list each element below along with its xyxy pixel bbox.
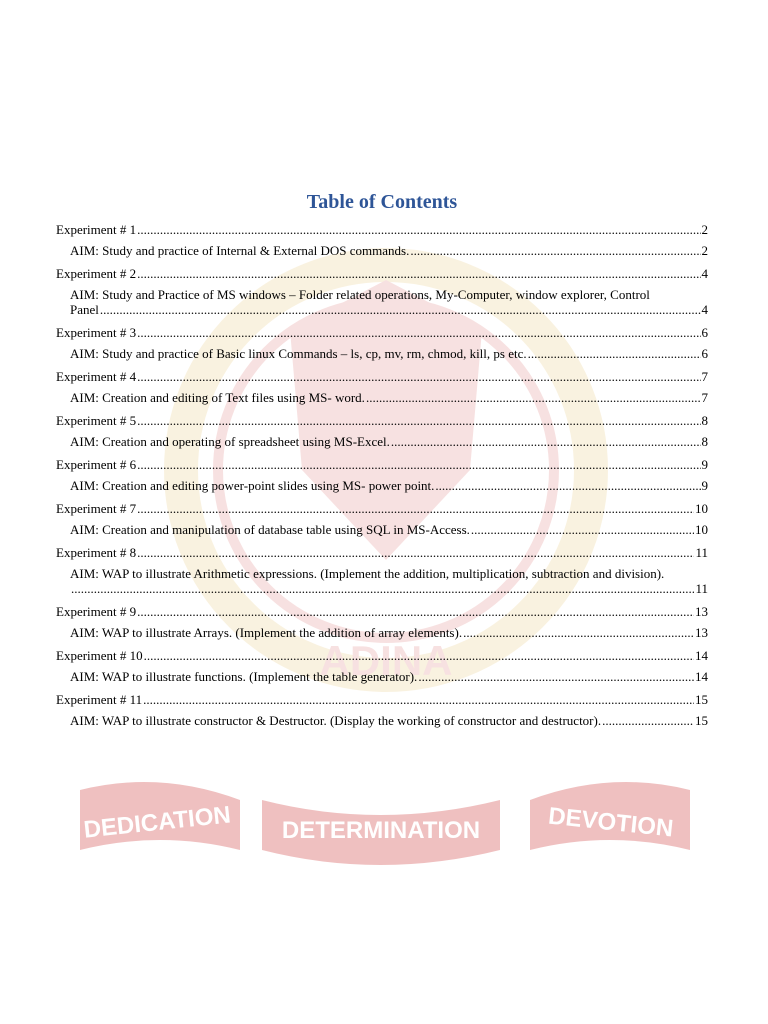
- toc-entry-text: Experiment # 7: [56, 501, 137, 516]
- toc-dot-leader: [137, 545, 694, 560]
- toc-entry-text: AIM: Creation and operating of spreadsheet using MS-Excel.: [70, 434, 390, 449]
- toc-entry-text: AIM: WAP to illustrate Arrays. (Implement the addition of array elements).: [70, 625, 463, 640]
- toc-dot-leader: [137, 501, 694, 516]
- toc-entry-aim[interactable]: [56, 669, 708, 684]
- toc-entry-aim[interactable]: [56, 434, 708, 449]
- toc-page-number: 7: [701, 369, 708, 384]
- toc-dot-leader: [528, 346, 701, 361]
- toc-dot-leader: [137, 604, 694, 619]
- toc-dot-leader: [137, 222, 700, 237]
- toc-page-number: 14: [695, 648, 708, 663]
- toc-entry-text: Experiment # 10: [56, 648, 143, 663]
- toc-entry-aim[interactable]: [56, 566, 708, 596]
- toc-dot-leader: [137, 325, 700, 340]
- toc-dot-leader: [435, 478, 700, 493]
- toc-entry-text: AIM: Study and practice of Basic linux Commands – ls, cp, mv, rm, chmod, kill, ps etc.: [70, 346, 527, 361]
- toc-page-number: 8: [701, 434, 708, 449]
- toc-entry-text: AIM: WAP to illustrate Arithmetic expressions. (Implement the addition, multiplication, subtraction and division).: [70, 566, 665, 581]
- toc-entry-experiment[interactable]: [56, 266, 708, 281]
- toc-entry-text: AIM: Creation and editing of Text files using MS- word.: [70, 390, 365, 405]
- toc-entry-experiment[interactable]: [56, 413, 708, 428]
- toc-entry-text: Experiment # 2: [56, 266, 137, 281]
- toc-dot-leader: [418, 669, 694, 684]
- toc-page-number: 2: [701, 222, 708, 237]
- toc-entry-experiment[interactable]: [56, 325, 708, 340]
- toc-page: [56, 188, 708, 736]
- watermark-badge-text: ADINA: [319, 637, 453, 684]
- toc-entry-experiment[interactable]: [56, 457, 708, 472]
- toc-dot-leader: [143, 692, 694, 707]
- toc-entry-text: Experiment # 5: [56, 413, 137, 428]
- toc-page-number: 7: [701, 390, 708, 405]
- toc-entry-aim[interactable]: [56, 390, 708, 405]
- toc-dot-leader: [366, 390, 701, 405]
- toc-entry-text: Experiment # 11: [56, 692, 143, 707]
- toc-entry-text: AIM: WAP to illustrate functions. (Implement the table generator).: [70, 669, 418, 684]
- toc-dot-leader: [602, 713, 694, 728]
- toc-entry-aim[interactable]: [56, 287, 708, 317]
- toc-entry-text: Experiment # 4: [56, 369, 137, 384]
- toc-entry-text: AIM: Study and practice of Internal & External DOS commands.: [70, 243, 410, 258]
- toc-dot-leader: [144, 648, 694, 663]
- toc-page-number: 10: [695, 501, 708, 516]
- toc-page-number: 9: [701, 478, 708, 493]
- toc-dot-leader: [137, 413, 700, 428]
- toc-entry-experiment[interactable]: [56, 692, 708, 707]
- toc-page-number: 15: [695, 713, 708, 728]
- toc-title: Table of Contents: [306, 191, 458, 213]
- toc-entry-aim[interactable]: [56, 478, 708, 493]
- toc-page-number: 13: [695, 604, 708, 619]
- toc-entry-experiment[interactable]: [56, 545, 708, 560]
- toc-page-number: 11: [695, 545, 708, 560]
- toc-entry-aim[interactable]: [56, 522, 708, 537]
- toc-page-number: 9: [701, 457, 708, 472]
- toc-entry-text: AIM: WAP to illustrate constructor & Destructor. (Display the working of constructor and destructor).: [70, 713, 602, 728]
- toc-dot-leader: [471, 522, 694, 537]
- toc-page-number: 6: [701, 325, 708, 340]
- toc-page-number: 14: [695, 669, 708, 684]
- toc-page-number: 8: [701, 413, 708, 428]
- toc-dot-leader: [137, 457, 700, 472]
- toc-entry-text-continued: Panel: [70, 302, 99, 317]
- toc-page-number: 11: [695, 581, 708, 596]
- toc-dot-leader: [463, 625, 694, 640]
- toc-dot-leader: [71, 581, 694, 596]
- toc-page-number: 15: [695, 692, 708, 707]
- banner-left-text: DEDICATION: [82, 801, 233, 844]
- toc-entry-text: Experiment # 9: [56, 604, 137, 619]
- banner-right-text: DEVOTION: [547, 802, 675, 843]
- toc-entry-text: AIM: Creation and manipulation of database table using SQL in MS-Access.: [70, 522, 470, 537]
- toc-entry-experiment[interactable]: [56, 604, 708, 619]
- toc-entry-text: AIM: Creation and editing power-point slides using MS- power point.: [70, 478, 435, 493]
- toc-entry-experiment[interactable]: [56, 648, 708, 663]
- toc-page-number: 13: [695, 625, 708, 640]
- toc-entry-text: AIM: Study and Practice of MS windows – Folder related operations, My-Computer, window explorer, Control: [70, 287, 650, 302]
- toc-page-number: 4: [701, 266, 708, 281]
- toc-dot-leader: [137, 369, 700, 384]
- toc-entry-text: Experiment # 8: [56, 545, 137, 560]
- toc-dot-leader: [100, 302, 701, 317]
- toc-entry-experiment[interactable]: [56, 501, 708, 516]
- toc-entry-experiment[interactable]: [56, 222, 708, 237]
- toc-dot-leader: [391, 434, 701, 449]
- toc-page-number: 4: [701, 302, 708, 317]
- toc-entry-aim[interactable]: [56, 713, 708, 728]
- toc-entry-text: Experiment # 6: [56, 457, 137, 472]
- toc-entry-experiment[interactable]: [56, 369, 708, 384]
- toc-page-number: 10: [695, 522, 708, 537]
- toc-entry-aim[interactable]: [56, 243, 708, 258]
- toc-page-number: 6: [701, 346, 708, 361]
- toc-entry-aim[interactable]: [56, 625, 708, 640]
- toc-entry-text: Experiment # 1: [56, 222, 137, 237]
- toc-dot-leader: [137, 266, 700, 281]
- toc-page-number: 2: [701, 243, 708, 258]
- banner-middle-text: DETERMINATION: [281, 817, 481, 844]
- toc-list: [56, 222, 708, 728]
- toc-entry-aim[interactable]: [56, 346, 708, 361]
- toc-entry-text: Experiment # 3: [56, 325, 137, 340]
- toc-dot-leader: [410, 243, 700, 258]
